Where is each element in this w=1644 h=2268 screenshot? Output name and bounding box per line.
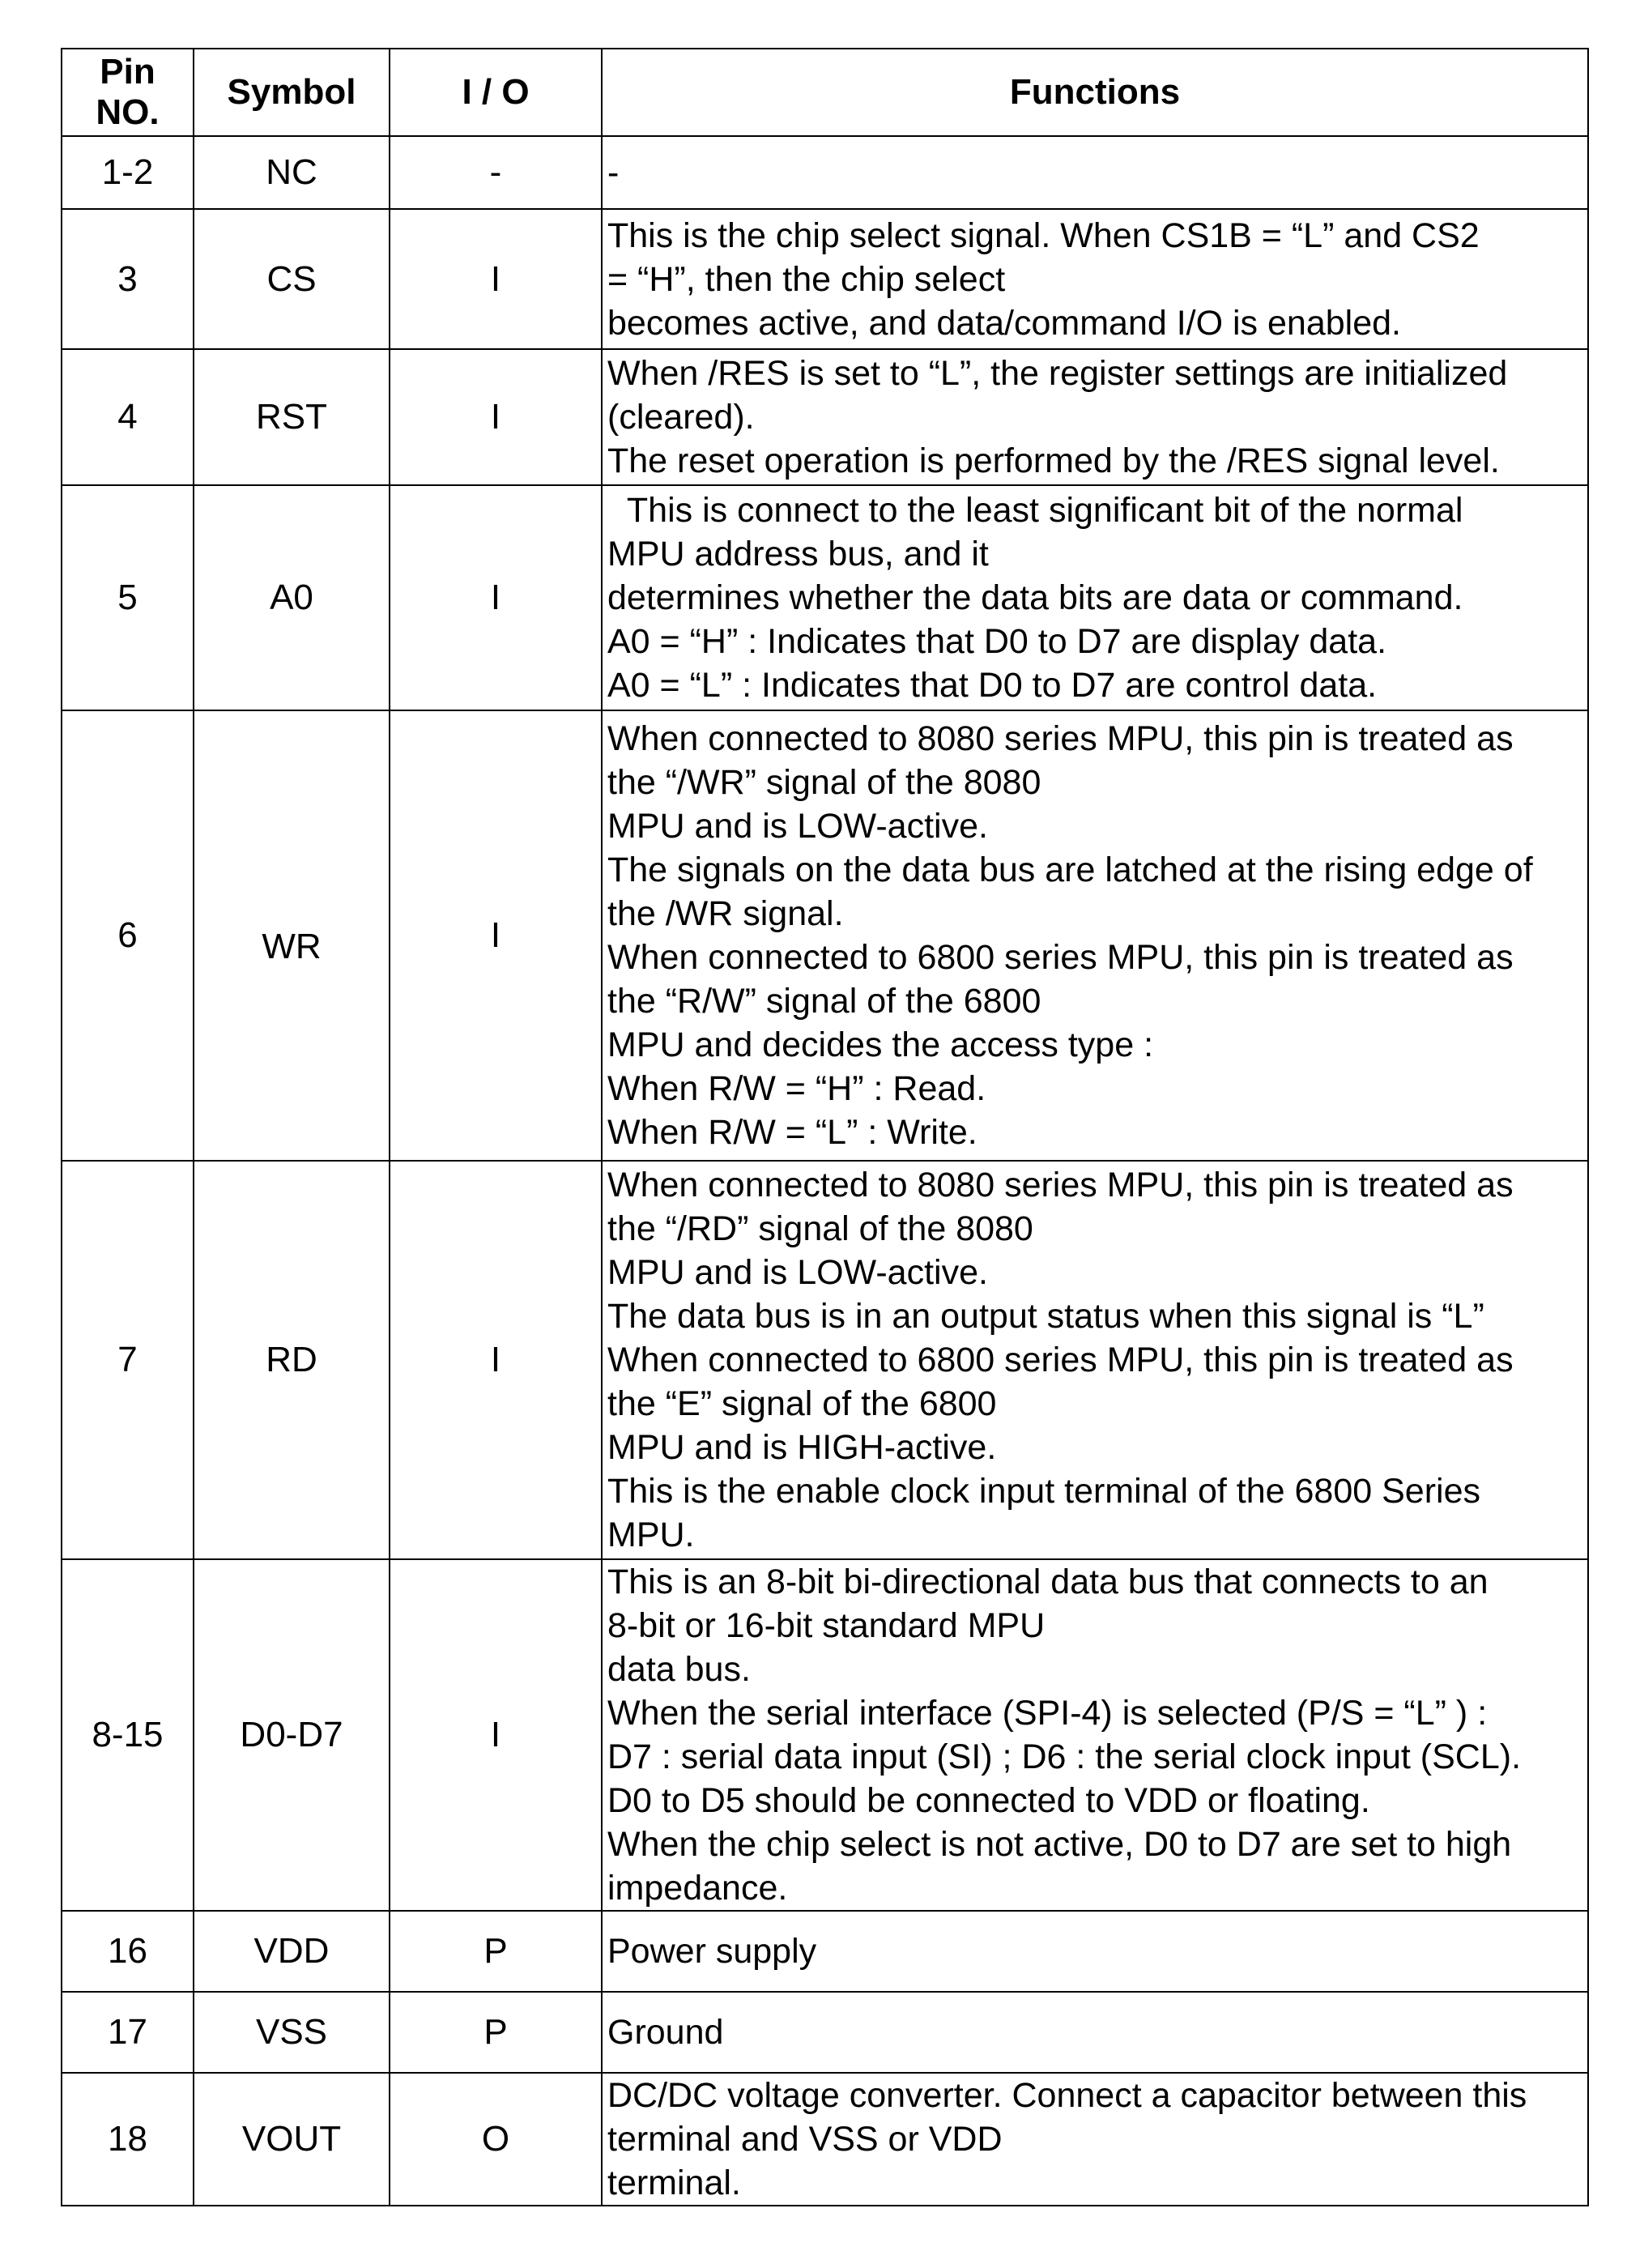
symbol-cell: VOUT xyxy=(194,2073,390,2206)
functions-cell xyxy=(602,2073,1588,2206)
io-cell: I xyxy=(390,1559,602,1911)
io-cell: I xyxy=(390,710,602,1161)
pin-number-cell: 8-15 xyxy=(62,1559,194,1911)
io-cell: - xyxy=(390,136,602,209)
symbol-cell: D0-D7 xyxy=(194,1559,390,1911)
functions-cell xyxy=(602,485,1588,710)
pin-number-cell: 6 xyxy=(62,710,194,1161)
functions-cell xyxy=(602,1559,1588,1911)
function-line: When R/W = “H” : Read. xyxy=(607,1069,986,1108)
functions-cell xyxy=(602,1911,1588,1992)
table-row xyxy=(62,1992,1588,2073)
function-line: terminal and VSS or VDD xyxy=(607,2120,1003,2159)
symbol-cell: RD xyxy=(194,1161,390,1559)
io-cell: I xyxy=(390,1161,602,1559)
function-line: MPU. xyxy=(607,1516,695,1554)
function-line: 8-bit or 16-bit standard MPU xyxy=(607,1606,1046,1645)
pin-description-table xyxy=(61,48,1589,2206)
function-line: MPU and is LOW-active. xyxy=(607,1253,988,1292)
function-line: D0 to D5 should be connected to VDD or floating. xyxy=(607,1781,1370,1820)
function-line: This is the chip select signal. When CS1B = “L” and CS2 xyxy=(607,215,1480,255)
pin-number-cell: 16 xyxy=(62,1911,194,1992)
function-line: A0 = “H” : Indicates that D0 to D7 are display data. xyxy=(607,622,1387,661)
table-row xyxy=(62,485,1588,710)
io-cell: O xyxy=(390,2073,602,2206)
functions-cell xyxy=(602,209,1588,349)
io-cell: P xyxy=(390,1992,602,2073)
function-line: When connected to 6800 series MPU, this pin is treated as xyxy=(607,938,1514,977)
pin-rows xyxy=(62,136,1588,2206)
function-line: When the chip select is not active, D0 to D7 are set to high xyxy=(607,1825,1512,1864)
function-line: A0 = “L” : Indicates that D0 to D7 are control data. xyxy=(607,666,1378,705)
functions-cell xyxy=(602,136,1588,209)
symbol-cell: RST xyxy=(194,349,390,485)
table-row xyxy=(62,1161,1588,1559)
header-row xyxy=(62,49,1588,136)
symbol-cell: NC xyxy=(194,136,390,209)
symbol-cell: VSS xyxy=(194,1992,390,2073)
table-row xyxy=(62,1559,1588,1911)
function-line: MPU address bus, and it xyxy=(607,535,989,573)
table-row xyxy=(62,209,1588,349)
function-line: When connected to 8080 series MPU, this pin is treated as xyxy=(607,719,1514,758)
function-line: DC/DC voltage converter. Connect a capacitor between this xyxy=(607,2076,1527,2115)
function-line: MPU and decides the access type : xyxy=(607,1025,1154,1064)
table-row xyxy=(62,1911,1588,1992)
header-functions: Functions xyxy=(602,49,1588,136)
header-pin-no: Pin NO. xyxy=(62,49,194,136)
function-line: determines whether the data bits are data or command. xyxy=(607,578,1463,617)
function-line: This is connect to the least significant bit of the normal xyxy=(607,491,1463,530)
function-line: the “/RD” signal of the 8080 xyxy=(607,1209,1033,1248)
pin-number-cell: 4 xyxy=(62,349,194,485)
table-row xyxy=(62,2073,1588,2206)
io-cell: I xyxy=(390,209,602,349)
function-line: (cleared). xyxy=(607,398,755,437)
pin-number-cell: 17 xyxy=(62,1992,194,2073)
function-line: = “H”, then the chip select xyxy=(607,259,1006,299)
function-line: The data bus is in an output status when this signal is “L” xyxy=(607,1297,1484,1336)
function-line: D7 : serial data input (SI) ; D6 : the serial clock input (SCL). xyxy=(607,1737,1522,1776)
symbol-cell: WR xyxy=(194,710,390,1161)
function-line: MPU and is LOW-active. xyxy=(607,807,988,846)
function-line: the “/WR” signal of the 8080 xyxy=(607,763,1041,802)
functions-cell xyxy=(602,710,1588,1161)
function-line: the “R/W” signal of the 6800 xyxy=(607,982,1041,1021)
function-line: When the serial interface (SPI-4) is selected (P/S = “L” ) : xyxy=(607,1694,1488,1733)
function-line: When connected to 8080 series MPU, this pin is treated as xyxy=(607,1166,1514,1204)
function-line: The reset operation is performed by the /RES signal level. xyxy=(607,441,1500,480)
function-line: the “E” signal of the 6800 xyxy=(607,1384,997,1423)
function-line: Power supply xyxy=(607,1932,817,1971)
pin-number-cell: 18 xyxy=(62,2073,194,2206)
pin-number-cell: 3 xyxy=(62,209,194,349)
function-line: When connected to 6800 series MPU, this pin is treated as xyxy=(607,1341,1514,1379)
symbol-cell: A0 xyxy=(194,485,390,710)
function-line: impedance. xyxy=(607,1869,788,1908)
function-line: The signals on the data bus are latched at the rising edge of xyxy=(607,850,1533,889)
symbol-cell: CS xyxy=(194,209,390,349)
function-line: becomes active, and data/command I/O is enabled. xyxy=(607,303,1401,343)
symbol-cell: VDD xyxy=(194,1911,390,1992)
function-line: When R/W = “L” : Write. xyxy=(607,1113,977,1152)
pin-number-cell: 1-2 xyxy=(62,136,194,209)
header-io: I / O xyxy=(390,49,602,136)
functions-cell xyxy=(602,349,1588,485)
table-row xyxy=(62,710,1588,1161)
function-line: data bus. xyxy=(607,1650,751,1689)
functions-cell xyxy=(602,1161,1588,1559)
pin-number-cell: 5 xyxy=(62,485,194,710)
function-line: This is the enable clock input terminal of the 6800 Series xyxy=(607,1472,1480,1511)
function-line: When /RES is set to “L”, the register settings are initialized xyxy=(607,354,1508,393)
function-line: the /WR signal. xyxy=(607,894,844,933)
table-row xyxy=(62,349,1588,485)
pin-number-cell: 7 xyxy=(62,1161,194,1559)
io-cell: I xyxy=(390,485,602,710)
function-line: Ground xyxy=(607,2013,724,2052)
io-cell: I xyxy=(390,349,602,485)
table-row xyxy=(62,136,1588,209)
function-line: MPU and is HIGH-active. xyxy=(607,1428,997,1467)
functions-cell xyxy=(602,1992,1588,2073)
io-cell: P xyxy=(390,1911,602,1992)
function-line: This is an 8-bit bi-directional data bus that connects to an xyxy=(607,1562,1489,1601)
header-symbol: Symbol xyxy=(194,49,390,136)
function-line: terminal. xyxy=(607,2164,741,2202)
function-line: - xyxy=(607,153,620,192)
